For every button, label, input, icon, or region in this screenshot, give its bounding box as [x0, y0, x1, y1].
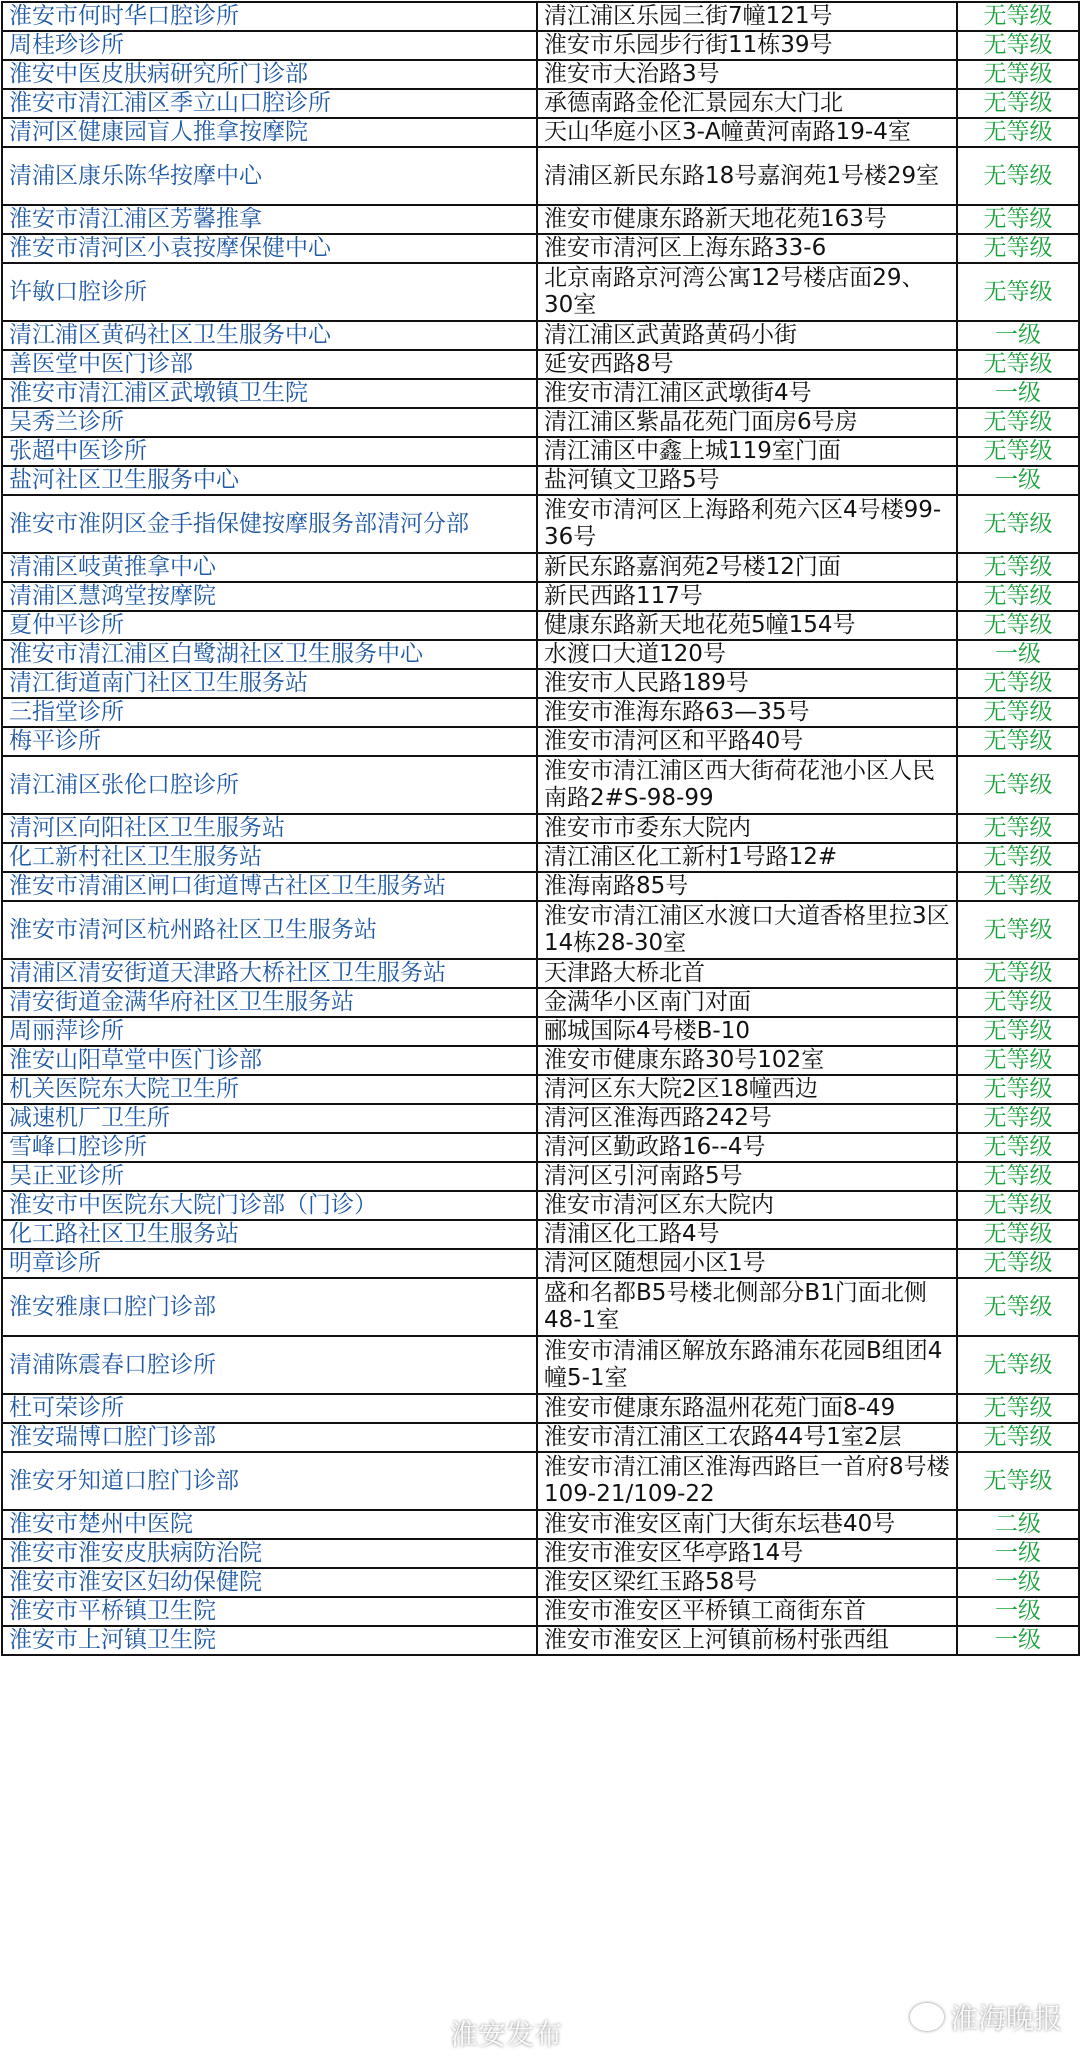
- table-row: [2, 1220, 1079, 1249]
- grade-cell: 无等级: [957, 350, 1079, 379]
- table-row: [2, 1075, 1079, 1104]
- clinic-name-cell: 清浦区康乐陈华按摩中心: [2, 147, 537, 205]
- clinic-name-cell: 清浦区慧鸿堂按摩院: [2, 582, 537, 611]
- grade-cell: 无等级: [957, 1191, 1079, 1220]
- table-row: [2, 611, 1079, 640]
- grade-cell: 无等级: [957, 727, 1079, 756]
- table-row: [2, 1162, 1079, 1191]
- table-row: [2, 1336, 1079, 1394]
- address-cell: 新民西路117号: [537, 582, 957, 611]
- clinic-name-cell: 淮安市清江浦区武墩镇卫生院: [2, 379, 537, 408]
- grade-cell: 一级: [957, 1626, 1079, 1655]
- address-cell: 清江浦区紫晶花苑门面房6号房: [537, 408, 957, 437]
- grade-cell: 一级: [957, 640, 1079, 669]
- grade-cell: 无等级: [957, 60, 1079, 89]
- grade-cell: 无等级: [957, 408, 1079, 437]
- grade-cell: 无等级: [957, 814, 1079, 843]
- address-cell: 郦城国际4号楼B-10: [537, 1017, 957, 1046]
- table-row: [2, 205, 1079, 234]
- address-cell: 淮安市大治路3号: [537, 60, 957, 89]
- table-row: [2, 1133, 1079, 1162]
- table-row: [2, 1017, 1079, 1046]
- address-cell: 淮海南路85号: [537, 872, 957, 901]
- table-row: [2, 1046, 1079, 1075]
- grade-cell: 无等级: [957, 901, 1079, 959]
- table-row: [2, 582, 1079, 611]
- clinic-name-cell: 淮安市清江浦区芳馨推拿: [2, 205, 537, 234]
- clinic-name-cell: 三指堂诊所: [2, 698, 537, 727]
- address-cell: 金满华小区南门对面: [537, 988, 957, 1017]
- address-cell: 淮安市健康东路温州花苑门面8-49: [537, 1394, 957, 1423]
- address-cell: 清江浦区乐园三街7幢121号: [537, 2, 957, 31]
- address-cell: 天津路大桥北首: [537, 959, 957, 988]
- clinic-table: [1, 1, 1080, 1656]
- address-cell: 盛和名都B5号楼北侧部分B1门面北侧48-1室: [537, 1278, 957, 1336]
- grade-cell: 无等级: [957, 1017, 1079, 1046]
- clinic-name-cell: 清安街道金满华府社区卫生服务站: [2, 988, 537, 1017]
- table-row: [2, 959, 1079, 988]
- address-cell: 淮安市清浦区解放东路浦东花园B组团4幢5-1室: [537, 1336, 957, 1394]
- clinic-name-cell: 清江浦区张伦口腔诊所: [2, 756, 537, 814]
- address-cell: 淮安市健康东路30号102室: [537, 1046, 957, 1075]
- table-row: [2, 1394, 1079, 1423]
- table-row: [2, 118, 1079, 147]
- table-row: [2, 60, 1079, 89]
- address-cell: 承德南路金伦汇景园东大门北: [537, 89, 957, 118]
- grade-cell: 无等级: [957, 1104, 1079, 1133]
- address-cell: 健康东路新天地花苑5幢154号: [537, 611, 957, 640]
- grade-cell: 一级: [957, 1597, 1079, 1626]
- grade-cell: 无等级: [957, 263, 1079, 321]
- table-row: [2, 1568, 1079, 1597]
- account-watermark-text: 淮海晚报: [949, 2002, 1062, 2035]
- clinic-name-cell: 淮安瑞博口腔门诊部: [2, 1423, 537, 1452]
- clinic-name-cell: 淮安雅康口腔门诊部: [2, 1278, 537, 1336]
- address-cell: 淮安市清河区和平路40号: [537, 727, 957, 756]
- table-row: [2, 727, 1079, 756]
- grade-cell: 无等级: [957, 118, 1079, 147]
- grade-cell: 无等级: [957, 31, 1079, 60]
- address-cell: 淮安市清河区上海路利苑六区4号楼99-36号: [537, 495, 957, 553]
- table-row: [2, 234, 1079, 263]
- grade-cell: 无等级: [957, 1220, 1079, 1249]
- grade-cell: 无等级: [957, 1452, 1079, 1510]
- table-row: [2, 350, 1079, 379]
- table-row: [2, 1278, 1079, 1336]
- table-row: [2, 901, 1079, 959]
- clinic-name-cell: 清河区健康园盲人推拿按摩院: [2, 118, 537, 147]
- table-row: [2, 1423, 1079, 1452]
- table-row: [2, 495, 1079, 553]
- address-cell: 淮安市清江浦区水渡口大道香格里拉3区14栋28-30室: [537, 901, 957, 959]
- address-cell: 清河区随想园小区1号: [537, 1249, 957, 1278]
- clinic-name-cell: 淮安市中医院东大院门诊部（门诊）: [2, 1191, 537, 1220]
- address-cell: 淮安市淮安区南门大街东坛巷40号: [537, 1510, 957, 1539]
- address-cell: 淮安市清河区东大院内: [537, 1191, 957, 1220]
- address-cell: 清江浦区中鑫上城119室门面: [537, 437, 957, 466]
- address-cell: 淮安市市委东大院内: [537, 814, 957, 843]
- table-row: [2, 89, 1079, 118]
- address-cell: 盐河镇文卫路5号: [537, 466, 957, 495]
- address-cell: 淮安市乐园步行街11栋39号: [537, 31, 957, 60]
- clinic-name-cell: 淮安牙知道口腔门诊部: [2, 1452, 537, 1510]
- clinic-name-cell: 淮安市清河区小袁按摩保健中心: [2, 234, 537, 263]
- grade-cell: 无等级: [957, 1394, 1079, 1423]
- clinic-name-cell: 清江街道南门社区卫生服务站: [2, 669, 537, 698]
- clinic-name-cell: 杜可荣诊所: [2, 1394, 537, 1423]
- table-row: [2, 437, 1079, 466]
- clinic-name-cell: 善医堂中医门诊部: [2, 350, 537, 379]
- grade-cell: 一级: [957, 1568, 1079, 1597]
- table-row: [2, 2, 1079, 31]
- grade-cell: 一级: [957, 321, 1079, 350]
- table-row: [2, 669, 1079, 698]
- grade-cell: 无等级: [957, 959, 1079, 988]
- table-row: [2, 408, 1079, 437]
- address-cell: 延安西路8号: [537, 350, 957, 379]
- grade-cell: 无等级: [957, 553, 1079, 582]
- grade-cell: 无等级: [957, 147, 1079, 205]
- clinic-name-cell: 淮安市楚州中医院: [2, 1510, 537, 1539]
- grade-cell: 无等级: [957, 89, 1079, 118]
- grade-cell: 无等级: [957, 2, 1079, 31]
- grade-cell: 无等级: [957, 1278, 1079, 1336]
- clinic-name-cell: 淮安市清浦区闸口街道博古社区卫生服务站: [2, 872, 537, 901]
- grade-cell: 无等级: [957, 205, 1079, 234]
- grade-cell: 无等级: [957, 698, 1079, 727]
- clinic-name-cell: 清河区向阳社区卫生服务站: [2, 814, 537, 843]
- table-row: [2, 1539, 1079, 1568]
- table-row: [2, 553, 1079, 582]
- grade-cell: 无等级: [957, 669, 1079, 698]
- clinic-name-cell: 盐河社区卫生服务中心: [2, 466, 537, 495]
- address-cell: 淮安市清河区上海东路33-6: [537, 234, 957, 263]
- weibo-watermark-text: 淮安发布: [450, 2018, 563, 2051]
- clinic-name-cell: 许敏口腔诊所: [2, 263, 537, 321]
- address-cell: 淮安区梁红玉路58号: [537, 1568, 957, 1597]
- grade-cell: 无等级: [957, 1249, 1079, 1278]
- grade-cell: 无等级: [957, 1075, 1079, 1104]
- grade-cell: 无等级: [957, 1046, 1079, 1075]
- clinic-name-cell: 淮安市上河镇卫生院: [2, 1626, 537, 1655]
- table-row: [2, 1626, 1079, 1655]
- address-cell: 北京南路京河湾公寓12号楼店面29、30室: [537, 263, 957, 321]
- grade-cell: 无等级: [957, 988, 1079, 1017]
- grade-cell: 一级: [957, 466, 1079, 495]
- address-cell: 淮安市清江浦区西大街荷花池小区人民南路2#S-98-99: [537, 756, 957, 814]
- address-cell: 清河区淮海西路242号: [537, 1104, 957, 1133]
- grade-cell: 无等级: [957, 1133, 1079, 1162]
- address-cell: 淮安市淮安区华亭路14号: [537, 1539, 957, 1568]
- table-row: [2, 988, 1079, 1017]
- table-row: [2, 31, 1079, 60]
- grade-cell: 无等级: [957, 495, 1079, 553]
- table-row: [2, 814, 1079, 843]
- address-cell: 淮安市淮安区平桥镇工商街东首: [537, 1597, 957, 1626]
- grade-cell: 无等级: [957, 234, 1079, 263]
- clinic-name-cell: 吴正亚诊所: [2, 1162, 537, 1191]
- table-row: [2, 466, 1079, 495]
- table-row: [2, 321, 1079, 350]
- weibo-watermark: [450, 2013, 562, 2053]
- clinic-name-cell: 淮安市清河区杭州路社区卫生服务站: [2, 901, 537, 959]
- address-cell: 淮安市健康东路新天地花苑163号: [537, 205, 957, 234]
- grade-cell: 一级: [957, 379, 1079, 408]
- table-row: [2, 1104, 1079, 1133]
- clinic-name-cell: 淮安市清江浦区季立山口腔诊所: [2, 89, 537, 118]
- clinic-name-cell: 周桂珍诊所: [2, 31, 537, 60]
- address-cell: 清江浦区武黄路黄码小街: [537, 321, 957, 350]
- address-cell: 淮安市人民路189号: [537, 669, 957, 698]
- table-row: [2, 1452, 1079, 1510]
- clinic-name-cell: 减速机厂卫生所: [2, 1104, 537, 1133]
- clinic-name-cell: 清浦区岐黄推拿中心: [2, 553, 537, 582]
- clinic-name-cell: 清浦区清安街道天津路大桥社区卫生服务站: [2, 959, 537, 988]
- table-row: [2, 1597, 1079, 1626]
- grade-cell: 无等级: [957, 756, 1079, 814]
- clinic-name-cell: 淮安市淮阴区金手指保健按摩服务部清河分部: [2, 495, 537, 553]
- address-cell: 清河区东大院2区18幢西边: [537, 1075, 957, 1104]
- clinic-table-body: [2, 2, 1079, 1655]
- table-row: [2, 379, 1079, 408]
- grade-cell: 无等级: [957, 582, 1079, 611]
- address-cell: 淮安市清江浦区工农路44号1室2层: [537, 1423, 957, 1452]
- clinic-name-cell: 淮安中医皮肤病研究所门诊部: [2, 60, 537, 89]
- table-row: [2, 1249, 1079, 1278]
- grade-cell: 一级: [957, 1539, 1079, 1568]
- table-row: [2, 147, 1079, 205]
- grade-cell: 无等级: [957, 437, 1079, 466]
- clinic-name-cell: 张超中医诊所: [2, 437, 537, 466]
- clinic-name-cell: 周丽萍诊所: [2, 1017, 537, 1046]
- address-cell: 天山华庭小区3-A幢黄河南路19-4室: [537, 118, 957, 147]
- address-cell: 水渡口大道120号: [537, 640, 957, 669]
- grade-cell: 无等级: [957, 1423, 1079, 1452]
- address-cell: 清江浦区化工新村1号路12#: [537, 843, 957, 872]
- grade-cell: 无等级: [957, 1162, 1079, 1191]
- grade-cell: 无等级: [957, 1336, 1079, 1394]
- grade-cell: 二级: [957, 1510, 1079, 1539]
- address-cell: 清河区勤政路16--4号: [537, 1133, 957, 1162]
- address-cell: 淮安市清江浦区武墩街4号: [537, 379, 957, 408]
- address-cell: 清浦区化工路4号: [537, 1220, 957, 1249]
- address-cell: 清河区引河南路5号: [537, 1162, 957, 1191]
- table-row: [2, 698, 1079, 727]
- clinic-name-cell: 梅平诊所: [2, 727, 537, 756]
- clinic-name-cell: 化工路社区卫生服务站: [2, 1220, 537, 1249]
- table-row: [2, 843, 1079, 872]
- clinic-name-cell: 雪峰口腔诊所: [2, 1133, 537, 1162]
- table-row: [2, 1510, 1079, 1539]
- table-row: [2, 263, 1079, 321]
- address-cell: 淮安市淮安区上河镇前杨村张西组: [537, 1626, 957, 1655]
- clinic-name-cell: 明章诊所: [2, 1249, 537, 1278]
- clinic-name-cell: 淮安市平桥镇卫生院: [2, 1597, 537, 1626]
- clinic-name-cell: 化工新村社区卫生服务站: [2, 843, 537, 872]
- address-cell: 淮安市清江浦区淮海西路巨一首府8号楼109-21/109-22: [537, 1452, 957, 1510]
- table-row: [2, 640, 1079, 669]
- clinic-name-cell: 清江浦区黄码社区卫生服务中心: [2, 321, 537, 350]
- wechat-icon: [910, 2003, 944, 2031]
- clinic-name-cell: 淮安市淮安区妇幼保健院: [2, 1568, 537, 1597]
- account-watermark: [910, 1997, 1062, 2037]
- grade-cell: 无等级: [957, 872, 1079, 901]
- table-row: [2, 756, 1079, 814]
- grade-cell: 无等级: [957, 611, 1079, 640]
- clinic-name-cell: 吴秀兰诊所: [2, 408, 537, 437]
- address-cell: 清浦区新民东路18号嘉润苑1号楼29室: [537, 147, 957, 205]
- clinic-name-cell: 夏仲平诊所: [2, 611, 537, 640]
- clinic-name-cell: 淮安市何时华口腔诊所: [2, 2, 537, 31]
- table-row: [2, 1191, 1079, 1220]
- clinic-name-cell: 淮安市清江浦区白鹭湖社区卫生服务中心: [2, 640, 537, 669]
- clinic-name-cell: 清浦陈震春口腔诊所: [2, 1336, 537, 1394]
- grade-cell: 无等级: [957, 843, 1079, 872]
- clinic-name-cell: 淮安山阳草堂中医门诊部: [2, 1046, 537, 1075]
- clinic-name-cell: 机关医院东大院卫生所: [2, 1075, 537, 1104]
- clinic-name-cell: 淮安市淮安皮肤病防治院: [2, 1539, 537, 1568]
- address-cell: 新民东路嘉润苑2号楼12门面: [537, 553, 957, 582]
- table-row: [2, 872, 1079, 901]
- address-cell: 淮安市淮海东路63—35号: [537, 698, 957, 727]
